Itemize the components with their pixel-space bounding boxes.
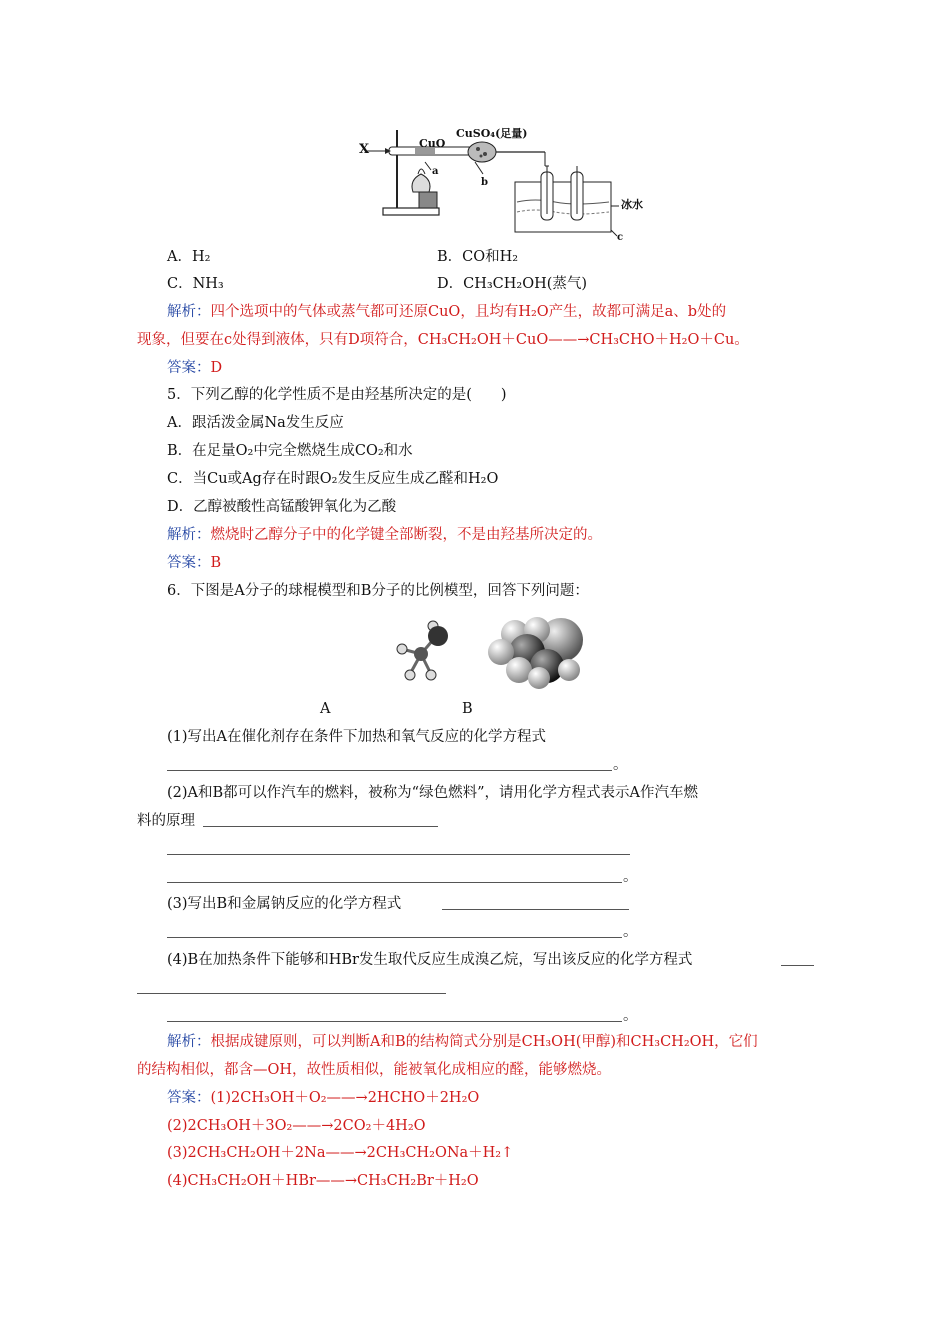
label-c: c bbox=[617, 232, 624, 243]
label-cuso4: CuSO₄(足量) bbox=[456, 127, 528, 140]
q5-option-b: B．在足量O₂中完全燃烧生成CO₂和水 bbox=[167, 443, 413, 459]
answer-blank[interactable] bbox=[167, 769, 612, 771]
answer-label: 答案： bbox=[167, 1090, 211, 1106]
period: 。 bbox=[613, 757, 628, 773]
label-a: a bbox=[432, 166, 439, 177]
q4-analysis-line1 bbox=[167, 302, 726, 322]
q6-analysis-line1 bbox=[167, 1032, 758, 1052]
q6-part3: (3)写出B和金属钠反应的化学方程式 bbox=[167, 896, 402, 912]
model-label-b: B bbox=[462, 701, 473, 717]
q5-analysis bbox=[167, 525, 602, 545]
q4-option-c: C．NH₃ bbox=[167, 276, 224, 292]
period: 。 bbox=[623, 869, 638, 885]
analysis-text: 根据成键原则，可以判断A和B的结构简式分别是CH₃OH(甲醇)和CH₃CH₂OH，它们 bbox=[210, 1034, 758, 1050]
label-ice: 冰水 bbox=[621, 198, 643, 211]
q6-part4: (4)B在加热条件下能够和HBr发生取代反应生成溴乙烷，写出该反应的化学方程式 bbox=[167, 952, 693, 968]
q5-option-c: C．当Cu或Ag存在时跟O₂发生反应生成乙醛和H₂O bbox=[167, 471, 499, 487]
answer-blank[interactable] bbox=[781, 964, 814, 966]
period: 。 bbox=[623, 1008, 638, 1024]
q6-analysis-line2: 的结构相似，都含—OH，故性质相似，能被氧化成相应的醛，能够燃烧。 bbox=[137, 1062, 612, 1078]
label-b: b bbox=[481, 177, 488, 188]
answer-blank[interactable] bbox=[203, 825, 438, 827]
analysis-text: 燃烧时乙醇分子中的化学键全部断裂，不是由羟基所决定的。 bbox=[210, 527, 602, 543]
answer-blank[interactable] bbox=[137, 992, 446, 994]
answer-label: 答案： bbox=[167, 360, 211, 376]
answer-blank[interactable] bbox=[167, 881, 622, 883]
answer-value: D bbox=[210, 360, 223, 376]
q4-option-a: A．H₂ bbox=[167, 249, 211, 265]
q5-option-a: A．跟活泼金属Na发生反应 bbox=[167, 415, 344, 431]
period: 。 bbox=[623, 924, 638, 940]
label-x: X bbox=[359, 142, 370, 157]
q5-stem: 5．下列乙醇的化学性质不是由羟基所决定的是( ) bbox=[167, 387, 507, 403]
q4-analysis-line2: 现象，但要在c处得到液体，只有D项符合，CH₃CH₂OH＋CuO——→CH₃CHO＋H₂O＋Cu。 bbox=[137, 332, 749, 348]
answer-blank[interactable] bbox=[167, 853, 630, 855]
q6-part1: (1)写出A在催化剂存在条件下加热和氧气反应的化学方程式 bbox=[167, 729, 547, 745]
answer-value: B bbox=[210, 555, 222, 571]
q6-part2-line1: (2)A和B都可以作汽车的燃料，被称为“绿色燃料”，请用化学方程式表示A作汽车燃 bbox=[167, 785, 698, 801]
analysis-label: 解析： bbox=[167, 527, 211, 543]
q6-part2-line2: 料的原理 bbox=[137, 813, 195, 829]
answer-blank[interactable] bbox=[167, 1020, 622, 1022]
q5-option-d: D．乙醇被酸性高锰酸钾氧化为乙酸 bbox=[167, 499, 397, 515]
q6-stem: 6．下图是A分子的球棍模型和B分子的比例模型，回答下列问题： bbox=[167, 583, 589, 599]
analysis-label: 解析： bbox=[167, 1034, 211, 1050]
molecule-a-ball-stick-model bbox=[388, 618, 458, 688]
label-cuo: CuO bbox=[419, 137, 446, 150]
q5-answer bbox=[167, 553, 221, 573]
analysis-label: 解析： bbox=[167, 304, 211, 320]
q6-answer-line4: (4)CH₃CH₂OH＋HBr——→CH₃CH₂Br＋H₂O bbox=[167, 1173, 479, 1189]
answer-blank[interactable] bbox=[442, 908, 629, 910]
answer-blank[interactable] bbox=[167, 936, 622, 938]
model-label-a: A bbox=[320, 701, 331, 717]
molecule-b-space-filling-model bbox=[487, 612, 587, 690]
analysis-text: 四个选项中的气体或蒸气都可还原CuO，且均有H₂O产生，故都可满足a、b处的 bbox=[210, 304, 727, 320]
q4-answer bbox=[167, 358, 222, 378]
q6-answer-line2: (2)2CH₃OH＋3O₂——→2CO₂＋4H₂O bbox=[167, 1118, 426, 1134]
q4-option-b: B．CO和H₂ bbox=[437, 249, 519, 265]
answer-value: (1)2CH₃OH＋O₂——→2HCHO＋2H₂O bbox=[210, 1090, 480, 1106]
q6-answer-line3: (3)2CH₃CH₂OH＋2Na——→2CH₃CH₂ONa＋H₂↑ bbox=[167, 1145, 514, 1161]
answer-label: 答案： bbox=[167, 555, 211, 571]
q4-option-d: D．CH₃CH₂OH(蒸气) bbox=[437, 276, 588, 292]
q6-answer-line1 bbox=[167, 1088, 479, 1108]
